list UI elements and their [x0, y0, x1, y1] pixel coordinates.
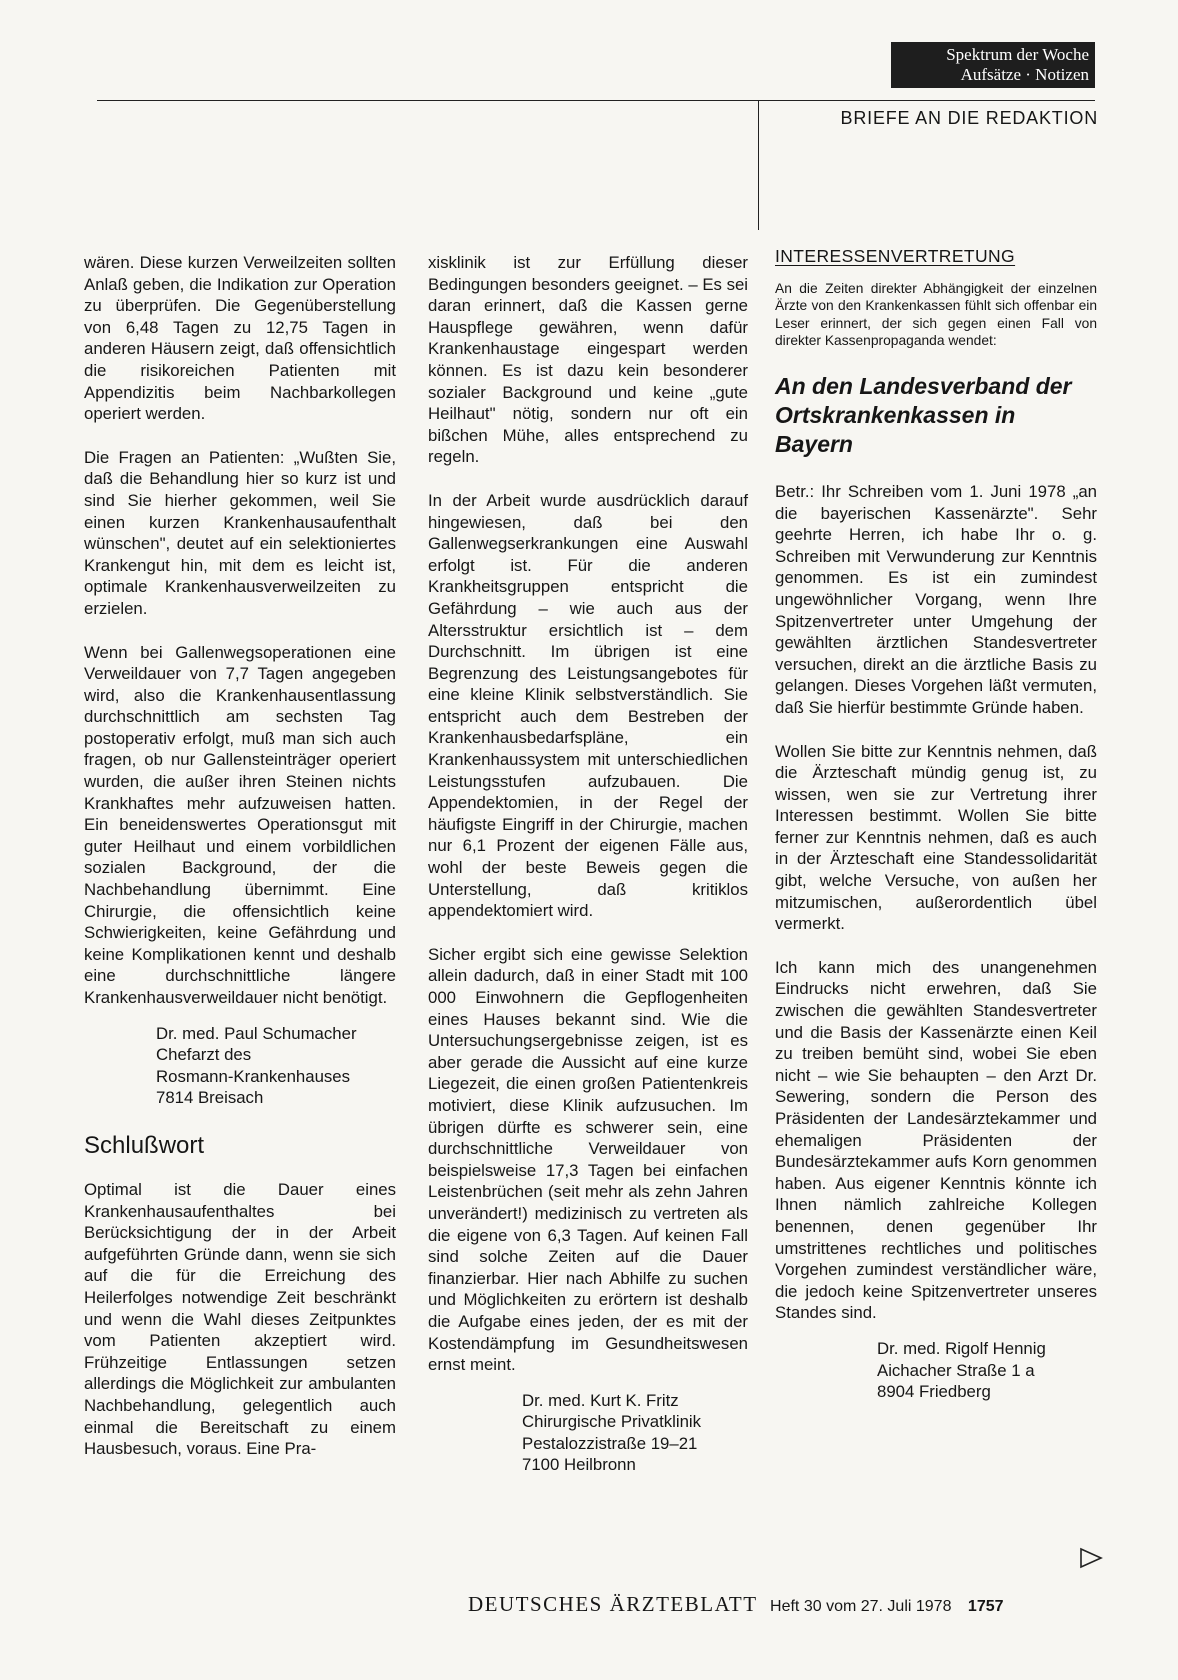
heading-schlusswort: Schlußwort	[84, 1131, 205, 1159]
signature-line: 7100 Heilbronn	[522, 1455, 636, 1475]
page-footer	[468, 1592, 1004, 1617]
paragraph: Ich kann mich des unangenehmen Eindrucks nicht erwehren, daß Sie zwischen die gewählten Standesvertreter und die Basis der Kassenärzte einen Keil zu treiben bemüht sind, wobei Sie eben nicht – wie Sie behaupten – den Arzt Dr. Sewering, sondern die Person des Präsidenten der Landesärztekammer und ehemaligen Präsidenten der Bundesärztekammer aufs Korn genommen haben. Aus eigener Kenntnis könnte ich Ihnen nämlich zahlreiche Kollegen benennen, denen gegenüber Ihr umstrittenes rechtliches und politisches Vorgehen zumindest verständlicher wäre, die jedoch keine Spitzenvertreter unseres Standes sind.	[775, 957, 1097, 1323]
section-badge	[891, 42, 1095, 88]
page-number: 1757	[967, 1598, 1004, 1615]
column-3	[775, 246, 1097, 1425]
signature-line: Chirurgische Privatklinik	[522, 1412, 702, 1432]
paragraph: Optimal ist die Dauer eines Krankenhausaufenthaltes bei Berücksichtigung der in der Arbeit aufgeführten Gründe dann, wenn sie sich auf die für die Erreichung des Heilerfolges notwendige Zeit beschränkt und wenn die Wahl dieses Zeitpunktes vom Patienten akzeptiert wird. Frühzeitige Entlassungen setzen allerdings die Möglichkeit zur ambulanten Nachbehandlung, gelegentlich auch einmal die Bereitschaft zu einem Hausbesuch, voraus. Eine Pra-	[84, 1179, 396, 1459]
signature-line: Dr. med. Rigolf Hennig	[877, 1338, 1046, 1358]
column-2	[428, 252, 748, 1498]
paragraph: In der Arbeit wurde ausdrücklich darauf hingewiesen, daß bei den Gallenwegserkrankungen eine Auswahl erfolgt ist. Für die anderen Krankheitsgruppen entspricht die Gefährdung – wie auch aus der Altersstruktur ersichtlich ist – dem Durchschnitt. Im übrigen ist eine Begrenzung des Leistungsangebotes für eine kleine Klinik selbstverständlich. Sie entspricht auch dem Bestreben der Krankenhausbedarfspläne, ein Krankenhaussystem mit unterschiedlichen Leistungsstufen aufzubauen. Die Appendektomien, in der Regel der häufigste Eingriff in der Chirurgie, machen nur 6,1 Prozent der eigenen Fälle aus, wohl der beste Beweis gegen die Unterstellung, daß kritiklos appendektomiert wird.	[428, 490, 748, 921]
journal-name: DEUTSCHES ÄRZTEBLATT	[468, 1592, 758, 1616]
section-label: BRIEFE AN DIE REDAKTION	[840, 108, 1098, 128]
topic-heading: INTERESSENVERTRETUNG	[775, 246, 1016, 266]
intro-text: An die Zeiten direkter Abhängigkeit der einzelnen Ärzte von den Krankenkassen fühlt sich offenbar ein Leser erinnert, der sich gegen einen Fall von direkter Kassenpropaganda wendet:	[775, 280, 1097, 349]
paragraph: Die Fragen an Patienten: „Wußten Sie, daß die Behandlung hier so kurz ist und sind Sie hierher gekommen, weil Sie einen kurzen Krankenhausaufenthalt wünschen", deutet auf ein selektioniertes Krankengut hin, mit dem es leicht ist, optimale Krankenhausverweilzeiten zu erzielen.	[84, 447, 396, 618]
header-divider	[758, 100, 759, 230]
signature-line: 7814 Breisach	[156, 1088, 264, 1108]
badge-line-2: Aufsätze · Notizen	[960, 65, 1089, 84]
signature-line: Dr. med. Paul Schumacher	[156, 1023, 357, 1043]
paragraph: Betr.: Ihr Schreiben vom 1. Juni 1978 „an die bayerischen Kassenärzte". Sehr geehrte Herren, ich habe Ihr o. g. Schreiben mit Verwunderung zur Kenntnis genommen. Es ist ein zumindest ungewöhnlicher Vorgang, wenn Ihre Spitzenvertreter unter Umgehung der gewählten ärztlichen Standesvertreter versuchen, direkt an die ärztliche Basis zu gelangen. Dieses Vorgehen läßt vermuten, daß Sie hierfür bestimmte Gründe haben.	[775, 481, 1097, 717]
signature-line: Aichacher Straße 1 a	[877, 1360, 1035, 1380]
paragraph: Wollen Sie bitte zur Kenntnis nehmen, daß die Ärzteschaft mündig genug ist, zu wissen, wen sie zur Vertretung ihrer Interessen bestimmt. Wollen Sie bitte ferner zur Kenntnis nehmen, daß es auch in der Ärzteschaft eine Standessolidarität gibt, welche Versuche, von außen her mitzumischen, außerordentlich übel vermerkt.	[775, 741, 1097, 934]
paragraph: xisklinik ist zur Erfüllung dieser Bedingungen besonders geeignet. – Es sei daran erinnert, daß die Kassen gerne Hauspflege gewähren, wenn dafür Krankenhaustage eingespart werden können. Es ist dazu kein besonderer sozialer Background und keine „gute Heilhaut" nötig, sondern nur oft ein bißchen Mühe, alles entsprechend zu regeln.	[428, 253, 749, 467]
issue-info: Heft 30 vom 27. Juli 1978	[770, 1598, 952, 1615]
paragraph: Wenn bei Gallenwegsoperationen eine Verweildauer von 7,7 Tagen angegeben wird, also die Krankenhausentlassung durchschnittlich am sechsten Tag postoperativ erfolgt, muß man sich auch fragen, ob nur Gallensteinträger operiert wurden, die außer ihren Steinen nichts Krankhaftes mehr aufzuweisen hatten. Ein beneidenswertes Operationsgut mit guter Heilhaut und einem vorbildlichen sozialen Background, der die Nachbehandlung übernimmt. Eine Chirurgie, die offensichtlich keine Schwierigkeiten, keine Gefährdung und keine Komplikationen kennt und deshalb eine durchschnittliche längere Krankenhausverweildauer nicht benötigt.	[84, 642, 396, 1007]
paragraph: wären. Diese kurzen Verweilzeiten sollten Anlaß geben, die Indikation zur Operation zu überprüfen. Die Gegenüberstellung von 6,48 Tagen zu 12,75 Tagen in anderen Häusern zeigt, daß offensichtlich die risikoreichen Patienten mit Appendizitis beim Nachbarkollegen operiert werden.	[84, 253, 396, 424]
signature-line: Pestalozzistraße 19–21	[522, 1433, 698, 1453]
signature-line: 8904 Friedberg	[877, 1382, 991, 1402]
letter-title: An den Landesverband der Ortskrankenkassen in Bayern	[775, 372, 1072, 457]
signature-fritz	[522, 1390, 748, 1476]
header-rule	[97, 100, 1095, 101]
column-1	[84, 252, 396, 1482]
badge-line-1: Spektrum der Woche	[946, 45, 1089, 64]
signature-hennig	[877, 1338, 1097, 1403]
continue-arrow-icon	[1078, 1547, 1104, 1569]
signature-schumacher	[156, 1023, 396, 1109]
signature-line: Rosmann-Krankenhauses	[156, 1066, 351, 1086]
signature-line: Dr. med. Kurt K. Fritz	[522, 1390, 679, 1410]
signature-line: Chefarzt des	[156, 1045, 252, 1065]
paragraph: Sicher ergibt sich eine gewisse Selektion allein dadurch, daß in einer Stadt mit 100 000 Einwohnern die Gepflogenheiten eines Hauses bekannt sind. Wie die Untersuchungsergebnisse zeigen, ist es aber gerade die Aussicht auf eine kurze Liegezeit, die einen großen Patientenkreis motiviert, diese Klinik aufzusuchen. Im übrigen dürfte es schwerer sein, eine durchschnittliche Verweildauer von beispielsweise 17,3 Tagen bei einfachen Leistenbrüchen (seit mehr als zehn Jahren unverändert!) medizinisch zu vertreten als die eigene von 6,3 Tagen. Auf keinen Fall sind solche Zeiten auf die Dauer finanzierbar. Hier nach Abhilfe zu suchen und Möglichkeiten zu erörtern ist deshalb die Aufgabe eines jeden, der es mit der Kostendämpfung im Gesundheitswesen ernst meint.	[428, 944, 748, 1375]
